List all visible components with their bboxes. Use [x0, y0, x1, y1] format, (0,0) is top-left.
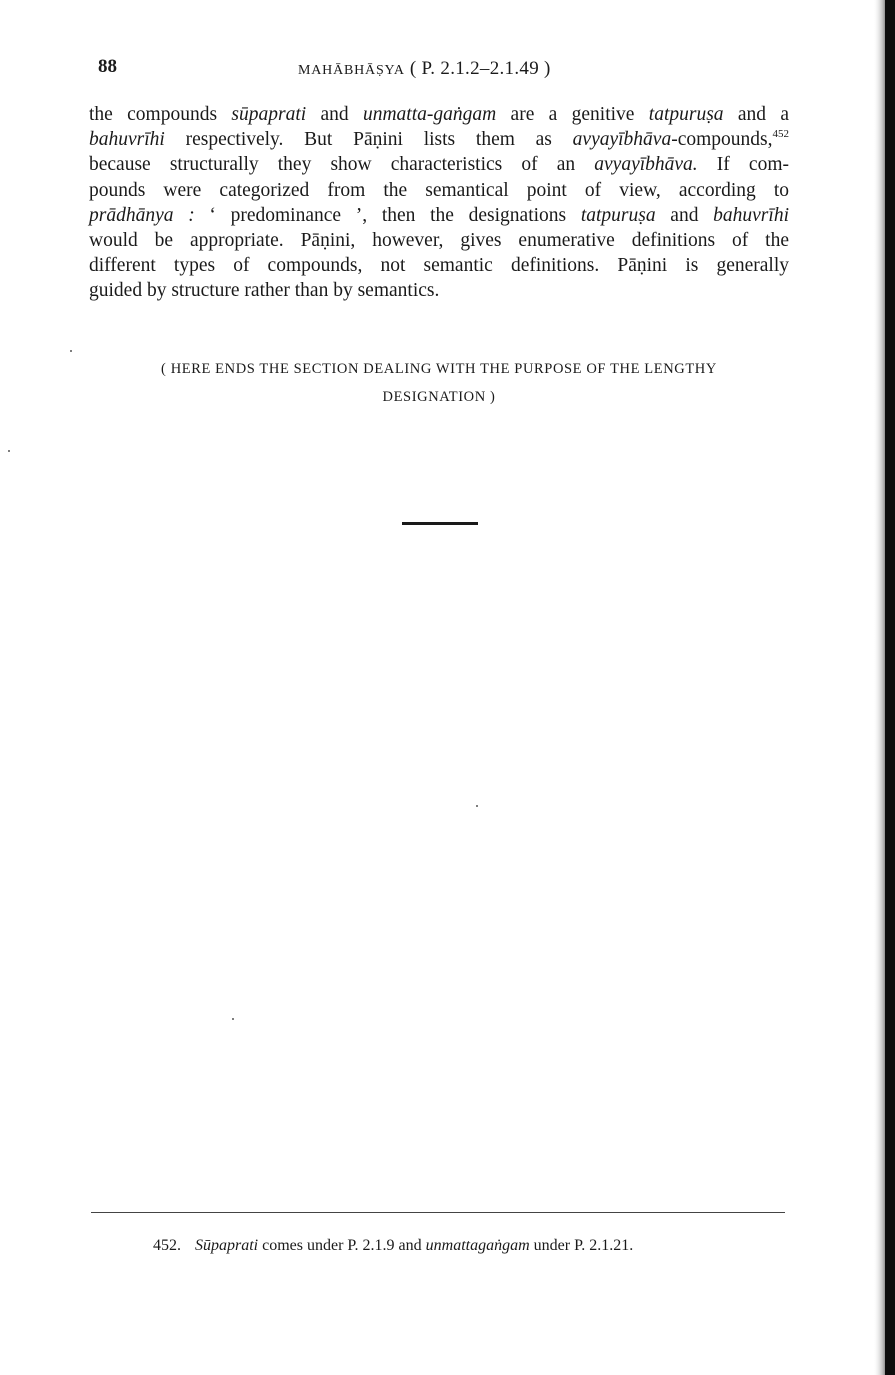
scan-speck [70, 350, 72, 352]
scan-speck [8, 450, 10, 452]
running-head-reference: ( P. 2.1.2–2.1.49 ) [409, 58, 551, 79]
paragraph-line-4: pounds were categorized from the semantical point of view, according to [89, 179, 789, 201]
scan-speck [476, 805, 478, 807]
footnote-term-1: Sūpaprati [195, 1237, 259, 1254]
scan-binding-shadow [873, 0, 895, 1375]
footnote-term-2: unmattagaṅgam [425, 1237, 530, 1254]
paragraph-line-1: the compounds sūpaprati and unmatta-gaṅgam are a genitive tatpuruṣa and a [89, 104, 790, 125]
paragraph-line-3: because structurally they show characteristics of an avyayībhāva. If com- [89, 154, 789, 176]
section-end-line-1: ( HERE ENDS THE SECTION DEALING WITH THE PURPOSE OF THE LENGTHY [161, 361, 717, 377]
paragraph-line-5: prādhānya : ‘ predominance ’, then the designations tatpuruṣa and bahuvrīhi [89, 204, 789, 226]
scan-speck [232, 1018, 234, 1020]
section-end-line-2: DESIGNATION ) [382, 389, 496, 405]
paragraph-line-6: would be appropriate. Pāṇini, however, gives enumerative definitions of the [89, 230, 789, 252]
running-head-title: MAHĀBHĀṢYA [298, 63, 405, 78]
paragraph-line-2: bahuvrīhi respectively. But Pāṇini lists them as avyayībhāva-compounds,$^{452}$ [89, 128, 789, 151]
section-divider-rule [402, 522, 478, 525]
footnote-reference: 452 [772, 128, 789, 141]
body-paragraph [89, 102, 789, 304]
running-head [298, 58, 551, 80]
footnote-number: 452. [153, 1237, 181, 1254]
section-end-note [89, 355, 789, 411]
page-number: 88 [98, 56, 117, 77]
footnote-452: 452. Sūpaprati comes under P. 2.1.9 and unmattagaṅgam under P. 2.1.21. [153, 1237, 634, 1254]
footnote-separator-rule [91, 1212, 785, 1213]
paragraph-line-7: different types of compounds, not semantic definitions. Pāṇini is generally [89, 255, 789, 277]
paragraph-line-8: guided by structure rather than by semantics. [89, 280, 440, 302]
